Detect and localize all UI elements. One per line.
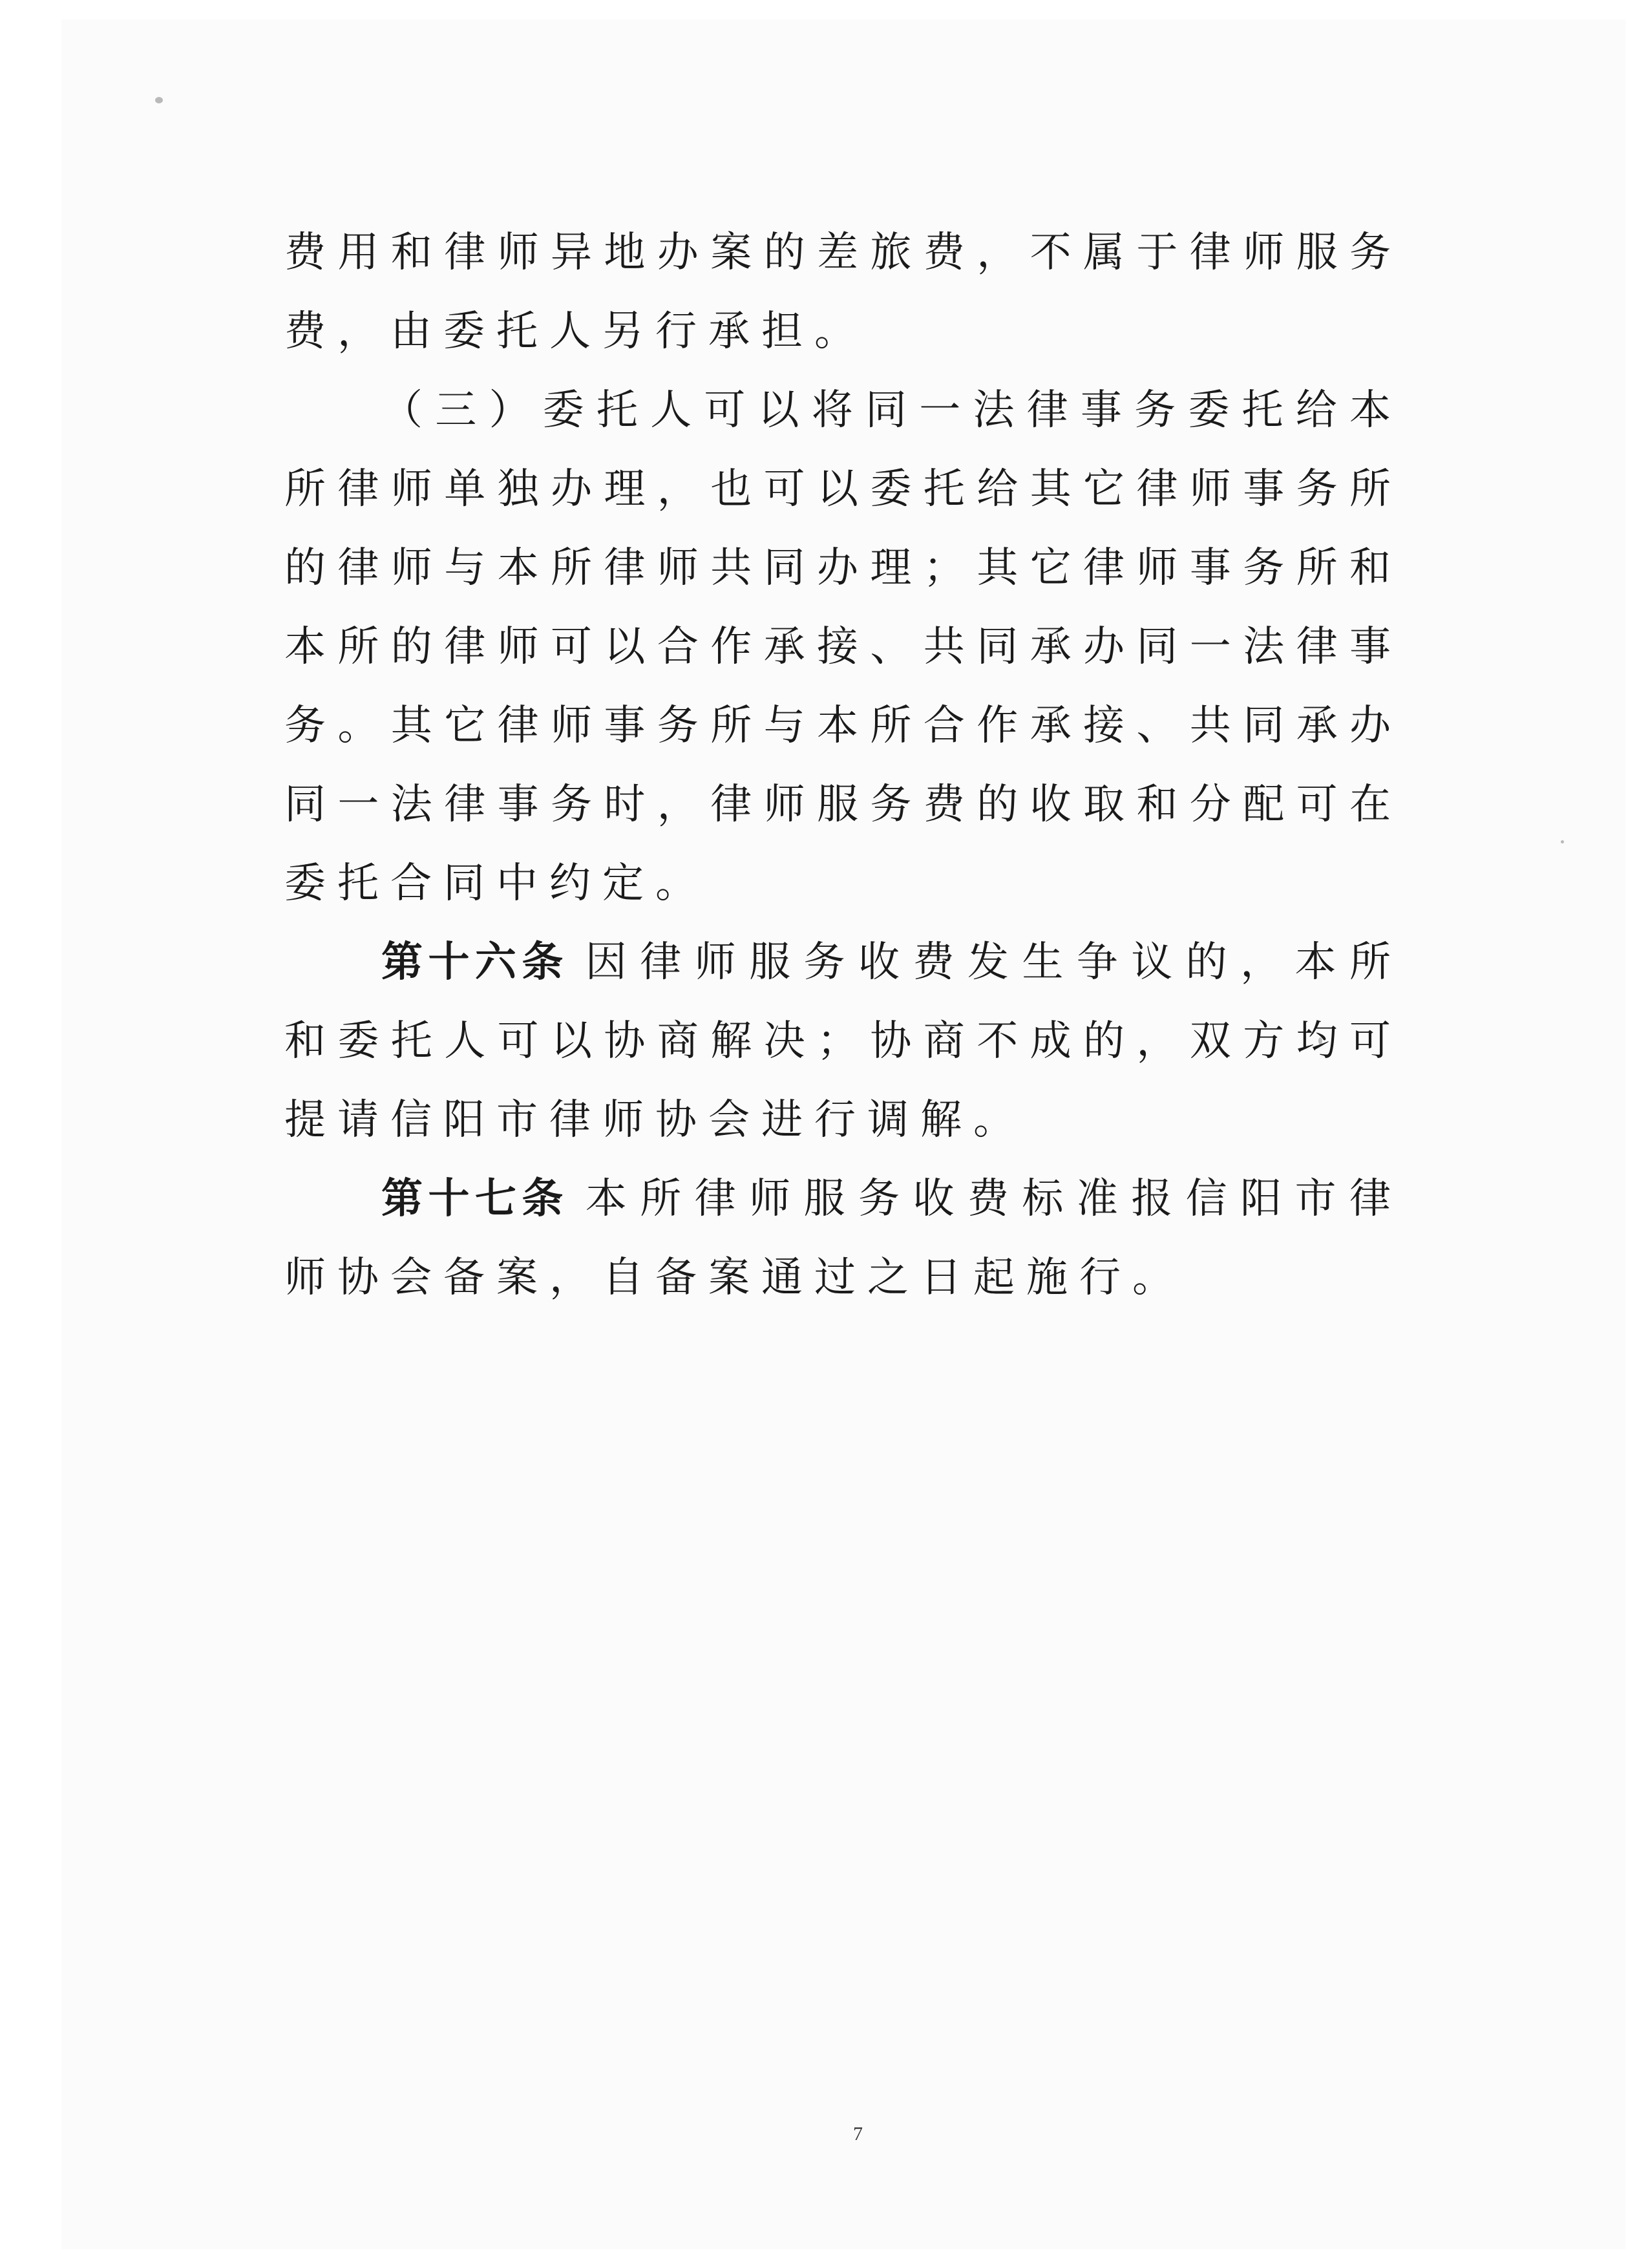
paragraph-text: （三）委托人可以将同一法律事务委托给本所律师单独办理，也可以委托给其它律师事务所的律师与本所律师共同办理；其它律师事务所和本所的律师可以合作承接、共同承办同一法律事务。其它律师事务所与本所合作承接、共同承办同一法律事务时，律师服务费的收取和分配可在委托合同中约定。 xyxy=(284,387,1402,907)
page-number: 7 xyxy=(853,2123,863,2145)
paragraph-clause-three xyxy=(284,371,1402,923)
article-title: 第十七条 xyxy=(381,1175,569,1223)
paragraph-continuation xyxy=(284,213,1402,371)
paragraph-text: 本所律师服务收费标准报信阳市律师协会备案，自备案通过之日起施行。 xyxy=(284,1175,1403,1302)
paragraph-text: 费用和律师异地办案的差旅费，不属于律师服务费，由委托人另行承担。 xyxy=(284,229,1402,355)
article-seventeen xyxy=(284,1160,1402,1317)
document-body xyxy=(284,213,1402,1317)
scan-speck xyxy=(1561,840,1564,843)
paragraph-text: 因律师服务收费发生争议的，本所和委托人可以协商解决；协商不成的，双方均可提请信阳市律师协会进行调解。 xyxy=(284,938,1403,1144)
scan-speck xyxy=(155,97,163,103)
article-sixteen xyxy=(284,923,1402,1160)
article-title: 第十六条 xyxy=(381,938,569,986)
